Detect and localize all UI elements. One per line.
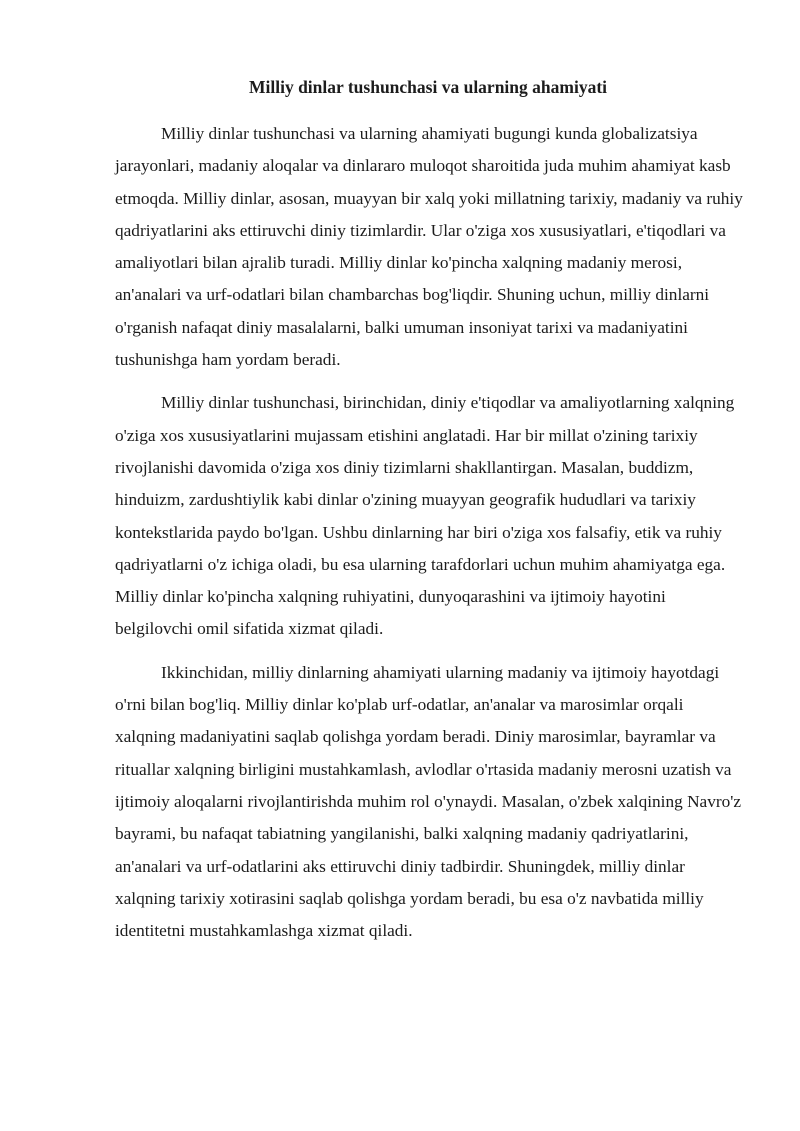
document-title: Milliy dinlar tushunchasi va ularning ahamiyati: [248, 77, 608, 97]
document-body: [115, 118, 745, 958]
paragraph-2: Milliy dinlar tushunchasi, birinchidan, diniy e'tiqodlar va amaliyotlarning xalqning o'ziga xos xususiyatlarini mujassam etishini anglatadi. Har bir millat o'zining tarixiy rivojlanishi davomida o'ziga xos diniy tizimlarni shakllantirgan. Masalan, buddizm, hinduizm, zardushtiylik kabi dinlar o'zining muayyan geografik hududlari va tarixiy kontekstlarida paydo bo'lgan. Ushbu dinlarning har biri o'ziga xos falsafiy, etik va ruhiy qadriyatlarni o'z ichiga oladi, bu esa ularning tarafdorlari uchun muhim ahamiyatga ega. Milliy dinlar ko'pincha xalqning ruhiyatini, dunyoqarashini va ijtimoiy hayotini belgilovchi omil sifatida xizmat qiladi.: [115, 393, 735, 639]
paragraph-3: Ikkinchidan, milliy dinlarning ahamiyati ularning madaniy va ijtimoiy hayotdagi o'rni bilan bog'liq. Milliy dinlar ko'plab urf-odatlar, an'analar va marosimlar orqali xalqning madaniyatini saqlab qolishga yordam beradi. Diniy marosimlar, bayramlar va rituallar xalqning birligini mustahkamlash, avlodlar o'rtasida madaniy merosni uzatish va ijtimoiy aloqalarni rivojlantirishda muhim rol o'ynaydi. Masalan, o'zbek xalqining Navro'z bayrami, bu nafaqat tabiatning yangilanishi, balki xalqning madaniy qadriyatlarini, an'analari va urf-odatlarini aks ettiruvchi diniy tadbirdir. Shuningdek, milliy dinlar xalqning tarixiy xotirasini saqlab qolishga yordam beradi, bu esa o'z navbatida milliy identitetni mustahkamlashga xizmat qiladi.: [115, 662, 742, 941]
paragraph-1: Milliy dinlar tushunchasi va ularning ahamiyati bugungi kunda globalizatsiya jarayonlari, madaniy aloqalar va dinlararo muloqot sharoitida juda muhim ahamiyat kasb etmoqda. Milliy dinlar, asosan, muayyan bir xalq yoki millatning tarixiy, madaniy va ruhiy qadriyatlarini aks ettiruvchi diniy tizimlardir. Ular o'ziga xos xususiyatlari, e'tiqodlari va amaliyotlari bilan ajralib turadi. Milliy dinlar ko'pincha xalqning madaniy merosi, an'analari va urf-odatlari bilan chambarchas bog'liqdir. Shuning uchun, milliy dinlarni o'rganish nafaqat diniy masalalarni, balki umuman insoniyat tarixi va madaniyatini tushunishga ham yordam beradi.: [115, 124, 743, 370]
